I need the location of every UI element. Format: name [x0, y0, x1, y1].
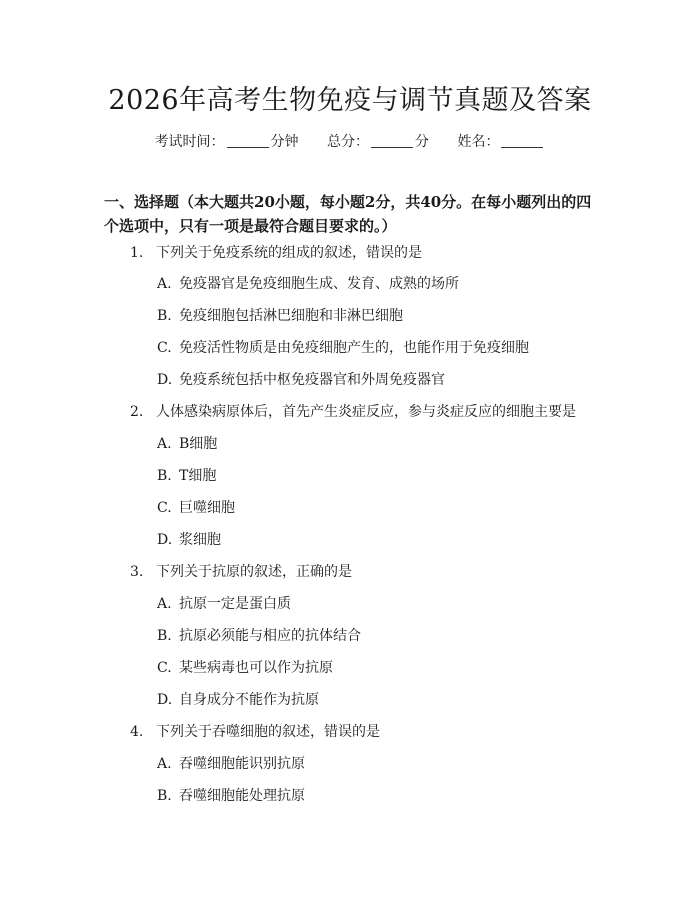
total-score-label: 总分：: [327, 134, 369, 150]
student-name-label: 姓名：: [457, 134, 500, 150]
page-title: 2026年高考生物免疫与调节真题及答案: [108, 85, 592, 116]
option-text: 抗原一定是蛋白质: [179, 596, 291, 612]
question-stem: [130, 562, 352, 582]
answer-option: [157, 338, 529, 358]
option-letter: D.: [157, 532, 173, 548]
option-letter: A.: [157, 436, 172, 452]
option-letter: A.: [157, 276, 172, 292]
exam-info-line: [0, 132, 700, 152]
exam-time-unit: 分钟: [270, 134, 299, 150]
option-letter: B.: [157, 468, 172, 484]
option-letter: D.: [157, 692, 173, 708]
student-name-field: [457, 132, 545, 152]
section-heading: 一、选择题（本大题共20小题，每小题2分，共40分。在每小题列出的四个选项中，只有一项是最符合题目要求的。）: [104, 193, 592, 235]
option-text: 巨噬细胞: [179, 500, 235, 516]
answer-option: [157, 658, 333, 678]
answer-option: [157, 466, 216, 486]
option-text: 某些病毒也可以作为抗原: [179, 660, 333, 676]
option-text: T细胞: [179, 468, 217, 484]
option-text: 免疫活性物质是由免疫细胞产生的，也能作用于免疫细胞: [179, 340, 529, 356]
option-text: 免疫器官是免疫细胞生成、发育、成熟的场所: [179, 276, 459, 292]
question-stem: [130, 722, 380, 742]
question-stem: [130, 243, 422, 263]
option-text: B细胞: [179, 436, 218, 452]
total-score-unit: 分: [415, 134, 429, 150]
answer-option: [157, 530, 221, 550]
answer-option: [157, 434, 217, 454]
option-letter: B.: [157, 308, 172, 324]
option-text: 抗原必须能与相应的抗体结合: [179, 628, 361, 644]
answer-option: [157, 498, 235, 518]
option-text: 免疫细胞包括淋巴细胞和非淋巴细胞: [179, 308, 403, 324]
question-number: 1.: [130, 245, 144, 261]
option-letter: D.: [157, 372, 173, 388]
exam-time-field: [155, 132, 299, 152]
option-text: 浆细胞: [179, 532, 221, 548]
option-letter: C.: [157, 500, 172, 516]
option-letter: C.: [157, 340, 172, 356]
question-stem: [130, 402, 576, 422]
answer-option: [157, 690, 319, 710]
option-text: 吞噬细胞能识别抗原: [179, 756, 305, 772]
answer-option: [157, 594, 291, 614]
answer-option: [157, 626, 361, 646]
question-text: 下列关于抗原的叙述，正确的是: [156, 564, 352, 580]
total-score-field: [327, 132, 429, 152]
student-name-blank[interactable]: [501, 133, 543, 148]
question-text: 下列关于吞噬细胞的叙述，错误的是: [156, 724, 380, 740]
option-letter: B.: [157, 628, 172, 644]
answer-option: [157, 274, 459, 294]
option-letter: A.: [157, 596, 172, 612]
question-text: 人体感染病原体后，首先产生炎症反应，参与炎症反应的细胞主要是: [156, 404, 576, 420]
answer-option: [157, 786, 305, 806]
question-number: 4.: [130, 724, 144, 740]
exam-time-blank[interactable]: [227, 133, 269, 148]
total-score-blank[interactable]: [371, 133, 413, 148]
question-number: 2.: [130, 404, 144, 420]
answer-option: [157, 754, 305, 774]
option-letter: C.: [157, 660, 172, 676]
option-text: 自身成分不能作为抗原: [179, 692, 319, 708]
option-letter: A.: [157, 756, 172, 772]
answer-option: [157, 306, 403, 326]
question-number: 3.: [130, 564, 144, 580]
option-text: 吞噬细胞能处理抗原: [179, 788, 305, 804]
question-text: 下列关于免疫系统的组成的叙述，错误的是: [156, 245, 422, 261]
answer-option: [157, 370, 445, 390]
option-text: 免疫系统包括中枢免疫器官和外周免疫器官: [179, 372, 445, 388]
exam-time-label: 考试时间：: [154, 134, 225, 150]
option-letter: B.: [157, 788, 172, 804]
